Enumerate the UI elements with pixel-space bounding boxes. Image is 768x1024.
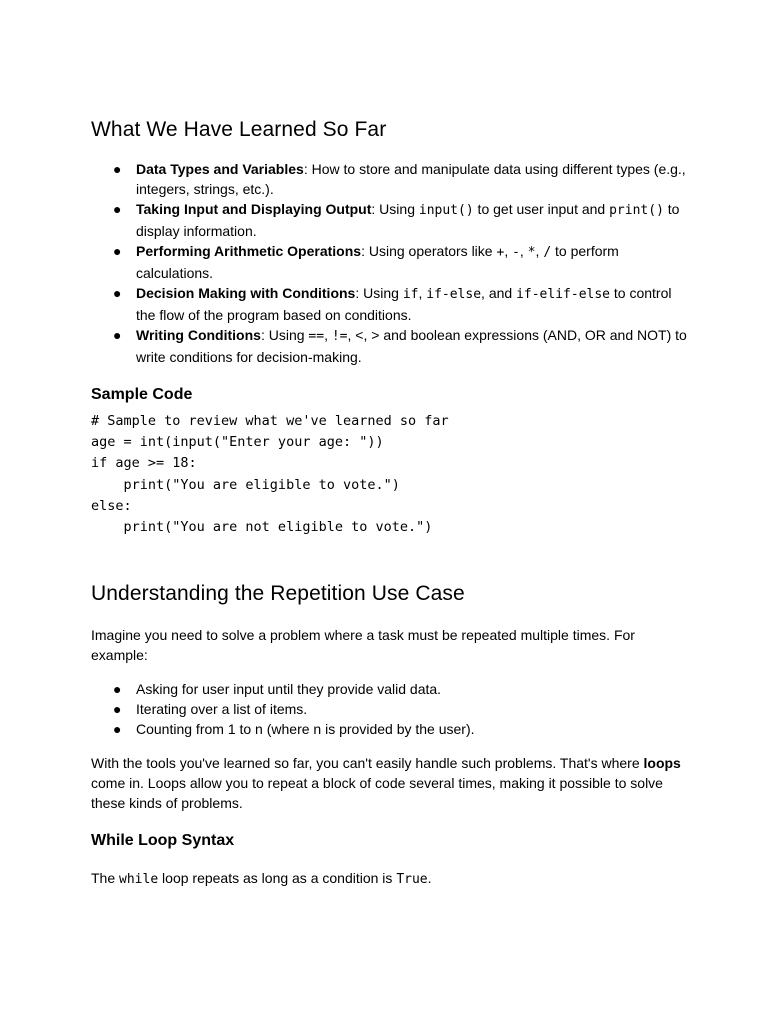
bullet-icon: ● — [113, 701, 122, 718]
section-title-repetition: Understanding the Repetition Use Case — [91, 582, 465, 606]
document-content — [91, 116, 691, 890]
loops-paragraph — [91, 753, 691, 813]
inline-code: + — [496, 245, 505, 260]
item-text: to perform calculations. — [136, 243, 619, 281]
inline-code: if-else — [426, 287, 482, 302]
list-item — [91, 679, 691, 699]
para-text: loop repeats as long as a condition is — [158, 870, 397, 887]
item-term: Decision Making with Conditions — [136, 285, 356, 301]
item-text: , <, > and boolean expressions (AND, OR and NOT) to write conditions for decision-making. — [136, 327, 687, 365]
list-item — [91, 199, 691, 241]
repetition-intro: Imagine you need to solve a problem where a task must be repeated multiple times. For example: — [91, 627, 635, 664]
loops-keyword: loops — [643, 755, 681, 772]
item-term: Data Types and Variables — [136, 161, 304, 177]
bullet-icon: ● — [113, 681, 122, 698]
item-text: : Using — [355, 285, 403, 301]
item-text: , — [519, 243, 528, 259]
list-item — [91, 719, 691, 739]
learned-list — [91, 159, 691, 367]
bullet-icon: ● — [113, 327, 122, 343]
list-item — [91, 241, 691, 283]
item-text: to control the flow of the program based on conditions. — [136, 285, 672, 323]
inline-code: while — [119, 872, 159, 888]
inline-code: - — [512, 245, 520, 260]
item-text: to get user input and — [473, 201, 610, 217]
para-text: come in. Loops allow you to repeat a block of code several times, making it possible to solve these kinds of problems. — [91, 775, 663, 812]
while-loop-description — [91, 868, 691, 890]
item-term: Taking Input and Displaying Output — [136, 201, 372, 217]
list-item — [91, 325, 691, 367]
repetition-examples-list — [91, 679, 691, 739]
inline-code: True — [396, 872, 428, 888]
item-text: , — [504, 243, 513, 259]
item-text: : Using — [260, 327, 309, 343]
inline-code: if — [402, 287, 419, 302]
code-line: print("You are eligible to vote.") — [91, 476, 400, 493]
inline-code: == — [308, 329, 325, 344]
bullet-icon: ● — [113, 161, 122, 177]
sample-code-block — [91, 411, 691, 538]
while-loop-heading: While Loop Syntax — [91, 832, 235, 850]
inline-code: print() — [609, 203, 664, 218]
bullet-icon: ● — [113, 201, 122, 217]
code-line: if age >= 18: — [91, 455, 197, 472]
bullet-icon: ● — [113, 243, 122, 259]
list-item — [91, 699, 691, 719]
item-text: , — [418, 285, 427, 301]
code-line: else: — [91, 497, 132, 514]
bullet-icon: ● — [113, 721, 122, 738]
inline-code: != — [331, 329, 348, 344]
list-item — [91, 159, 691, 199]
item-text: : Using operators like — [361, 243, 497, 259]
inline-code: / — [543, 245, 552, 260]
list-item — [91, 283, 691, 325]
item-text: Counting from 1 to n (where n is provided by the user). — [136, 721, 475, 738]
item-text: , and — [481, 285, 517, 301]
item-text: , — [324, 327, 332, 343]
code-line: age = int(input("Enter your age: ")) — [91, 434, 384, 451]
para-text: The — [91, 870, 120, 887]
item-text: Iterating over a list of items. — [136, 701, 308, 718]
para-text: With the tools you've learned so far, you can't easily handle such problems. That's where — [91, 755, 644, 772]
para-text: . — [427, 870, 432, 887]
code-line: # Sample to review what we've learned so far — [91, 413, 449, 429]
inline-code: if-elif-else — [516, 287, 610, 302]
sample-code-heading: Sample Code — [91, 386, 193, 403]
item-text: to display information. — [136, 201, 680, 239]
item-term: Writing Conditions — [136, 327, 261, 343]
item-term: Performing Arithmetic Operations — [136, 243, 362, 259]
bullet-icon: ● — [113, 285, 122, 301]
inline-code: * — [527, 245, 536, 260]
inline-code: input() — [418, 203, 474, 218]
code-line: print("You are not eligible to vote.") — [91, 519, 433, 536]
item-text: : Using — [371, 201, 419, 217]
section-title-learned: What We Have Learned So Far — [91, 118, 387, 141]
item-text: : How to store and manipulate data using different types (e.g., integers, strings, etc.). — [136, 161, 686, 197]
item-text: Asking for user input until they provide valid data. — [136, 681, 442, 698]
item-text: , — [535, 243, 544, 259]
